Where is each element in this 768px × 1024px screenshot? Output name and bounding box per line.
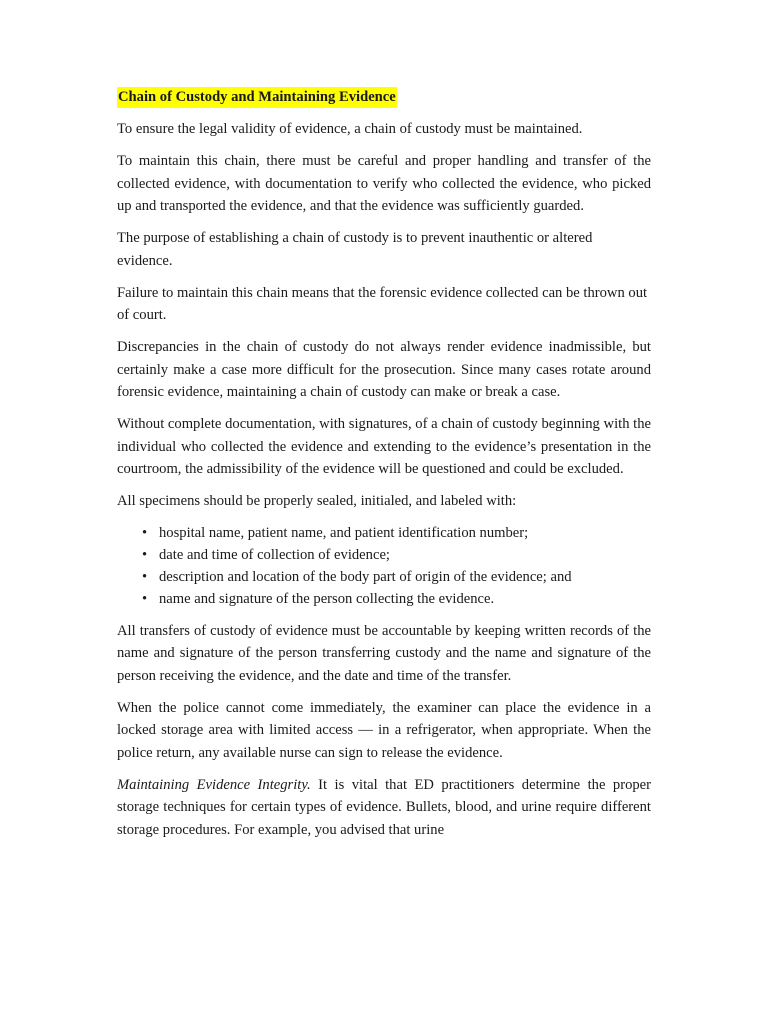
paragraph-documentation: Without complete documentation, with signatures, of a chain of custody beginning with the individual who collected the evidence and extending to the evidence’s presentation in the courtroom, the admissibility of the evidence will be questioned and could be excluded.: [117, 416, 651, 477]
bullet-icon: •: [142, 525, 148, 541]
paragraph-specimens: All specimens should be properly sealed, initialed, and labeled with:: [117, 493, 517, 509]
list-item: [142, 522, 651, 544]
evidence-integrity-text: It is vital that ED practitioners determine the proper storage techniques for certain types of evidence. Bullets, blood, and urine require different storage procedures. For example, you advised that urine: [117, 776, 651, 838]
bullet-icon: •: [142, 569, 148, 585]
list-item-text: hospital name, patient name, and patient identification number;: [159, 525, 529, 541]
paragraph-discrepancies: Discrepancies in the chain of custody do not always render evidence inadmissible, but certainly make a case more difficult for the prosecution. Since many cases rotate around forensic evidence, maintaining a chain of custody can make or break a case.: [117, 339, 651, 400]
document-heading: Chain of Custody and Maintaining Evidence: [117, 87, 397, 108]
bullet-icon: •: [142, 591, 148, 607]
paragraph-legal-validity: To ensure the legal validity of evidence, a chain of custody must be maintained.: [117, 121, 583, 137]
paragraph-transfers: All transfers of custody of evidence must be accountable by keeping written records of the name and signature of the person transferring custody and the name and signature of the person receiving the evidence, and the date and time of the transfer.: [117, 622, 651, 684]
document-page: [117, 86, 651, 851]
list-item: [142, 566, 651, 588]
list-item: [142, 544, 651, 566]
evidence-integrity-lead: Maintaining Evidence Integrity.: [117, 776, 311, 793]
bullet-icon: •: [142, 547, 148, 563]
paragraph-police: When the police cannot come immediately, the examiner can place the evidence in a locked storage area with limited access — in a refrigerator, when appropriate. When the police return, any available nurse can sign to release the evidence.: [117, 699, 651, 761]
paragraph-maintain-chain: To maintain this chain, there must be careful and proper handling and transfer of the collected evidence, with documentation to verify who collected the evidence, who picked up and transported the evidence, and that the evidence was sufficiently guarded.: [117, 153, 651, 214]
list-item-text: description and location of the body part of origin of the evidence; and: [159, 569, 572, 585]
paragraph-evidence-integrity: [117, 774, 651, 842]
paragraph-purpose: The purpose of establishing a chain of custody is to prevent inauthentic or altered evidence.: [117, 230, 593, 269]
specimen-label-list: [117, 522, 651, 610]
list-item-text: date and time of collection of evidence;: [159, 547, 390, 563]
list-item-text: name and signature of the person collecting the evidence.: [159, 591, 495, 607]
paragraph-failure: Failure to maintain this chain means that the forensic evidence collected can be thrown out of court.: [117, 284, 648, 323]
list-item: [142, 588, 651, 610]
